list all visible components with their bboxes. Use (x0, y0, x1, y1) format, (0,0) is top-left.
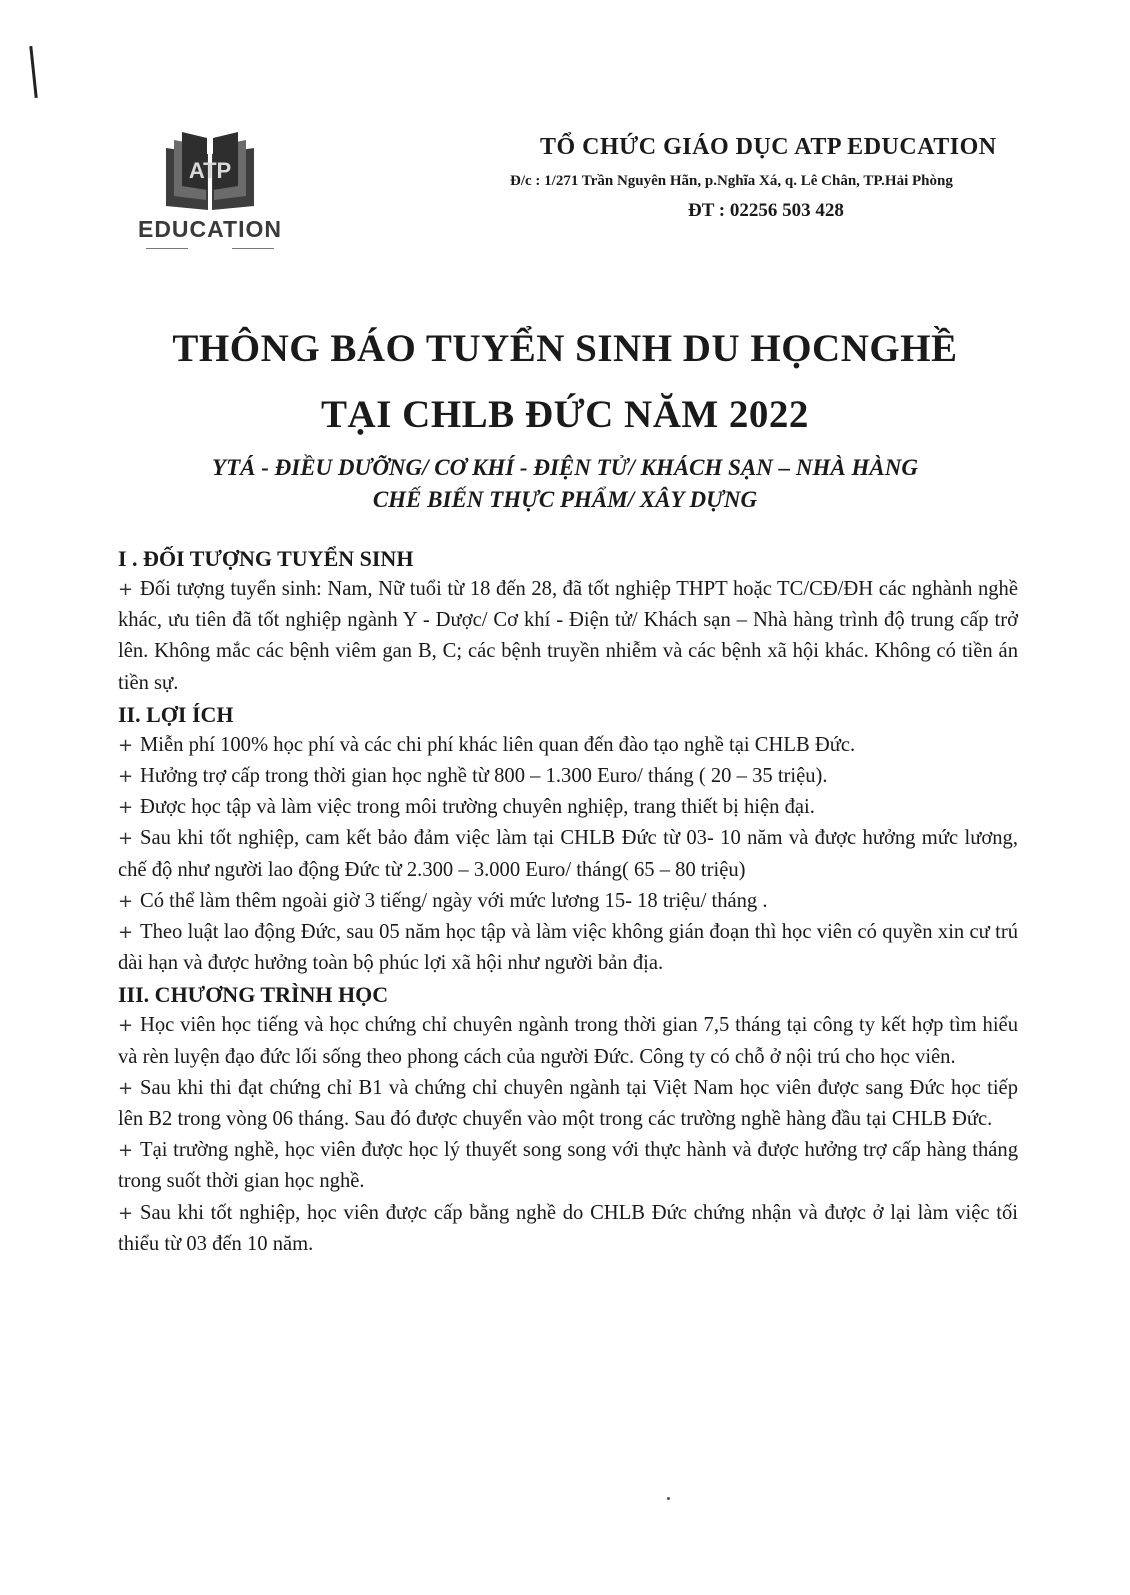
atp-education-logo (132, 130, 288, 260)
bullet-text: Hưởng trợ cấp trong thời gian học nghề từ 800 – 1.300 Euro/ tháng ( 20 – 35 triệu). (140, 765, 828, 788)
divider (232, 248, 274, 249)
bullet-text: Sau khi tốt nghiệp, cam kết bảo đảm việc làm tại CHLB Đức từ 03- 10 năm và được hưởng mức lương, chế độ như người lao động Đức từ 2.300 – 3.000 Euro/ tháng( 65 – 80 triệu) (118, 827, 1018, 881)
plus-bullet-icon: + (118, 579, 134, 600)
bullet-item (118, 761, 1018, 792)
bullet-item (118, 730, 1018, 761)
plus-bullet-icon: + (118, 1077, 134, 1099)
scan-dot (667, 1497, 670, 1500)
bullet-text: Theo luật lao động Đức, sau 05 năm học tập và làm việc không gián đoạn thì học viên có quyền xin cư trú dài hạn và được hưởng toàn bộ phúc lợi xã hội như người bản địa. (118, 921, 1018, 975)
document-body (118, 543, 1018, 1260)
open-book-icon (160, 130, 260, 212)
bullet-item (118, 823, 1018, 885)
bullet-text: Tại trường nghề, học viên được học lý thuyết song song với thực hành và được hưởng trợ cấp hàng tháng trong suốt thời gian học nghề. (118, 1139, 1018, 1193)
bullet-item (118, 574, 1018, 699)
bullet-text: Có thể làm thêm ngoài giờ 3 tiếng/ ngày với mức lương 15- 18 triệu/ tháng . (140, 889, 768, 912)
bullet-text: Được học tập và làm việc trong môi trường chuyên nghiệp, trang thiết bị hiện đại. (140, 796, 815, 819)
bullet-item (118, 792, 1018, 823)
plus-bullet-icon: + (118, 1140, 134, 1162)
organization-address: Đ/c : 1/271 Trần Nguyên Hãn, p.Nghĩa Xá, q. Lê Chân, TP.Hải Phòng (510, 173, 953, 189)
organization-name: TỔ CHỨC GIÁO DỤC ATP EDUCATION (540, 134, 997, 160)
plus-bullet-icon: + (118, 828, 134, 850)
section-heading: II. LỢI ÍCH (118, 701, 234, 727)
bullet-item (118, 917, 1018, 979)
organization-phone: ĐT : 02256 503 428 (688, 200, 844, 221)
bullet-item (118, 1073, 1018, 1135)
bullet-text: Sau khi tốt nghiệp, học viên được cấp bằng nghề do CHLB Đức chứng nhận và được ở lại làm việc tối thiểu từ 03 đến 10 năm. (118, 1201, 1018, 1255)
bullet-text: Sau khi thi đạt chứng chỉ B1 và chứng chỉ chuyên ngành tại Việt Nam học viên được sang Đức học tiếp lên B2 trong vòng 06 tháng. Sau đó được chuyển vào một trong các trường nghề hàng đầu tại CHLB Đức. (118, 1076, 1018, 1131)
plus-bullet-icon: + (118, 734, 134, 756)
bullet-text: Miễn phí 100% học phí và các chi phí khác liên quan đến đào tạo nghề tại CHLB Đức. (140, 733, 856, 756)
plus-bullet-icon: + (118, 1015, 134, 1037)
plus-bullet-icon: + (118, 890, 134, 912)
plus-bullet-icon: + (118, 1202, 134, 1224)
bullet-item (118, 1010, 1018, 1072)
bullet-item (118, 1198, 1018, 1260)
bullet-item (118, 1135, 1018, 1197)
plus-bullet-icon: + (118, 797, 134, 819)
document-title-line-1: THÔNG BÁO TUYỂN SINH DU HỌCNGHỀ (172, 327, 958, 370)
bullet-text: Đối tượng tuyển sinh: Nam, Nữ tuổi từ 18 đến 28, đã tốt nghiệp THPT hoặc TC/CĐ/ĐH các nghành nghề khác, ưu tiên đã tốt nghiệp ngành Y - Dược/ Cơ khí - Điện tử/ Khách sạn – Nhà hàng trình độ trung cấp trở lên. Không mắc các bệnh viêm gan B, C; các bệnh truyền nhiễm và các bệnh xã hội khác. Không có tiền án tiền sự. (118, 578, 1018, 694)
plus-bullet-icon: + (118, 766, 134, 788)
document-subtitle-line-1: YTÁ - ĐIỀU DƯỠNG/ CƠ KHÍ - ĐIỆN TỬ/ KHÁCH SẠN – NHÀ HÀNG (212, 455, 918, 480)
bullet-text: Học viên học tiếng và học chứng chỉ chuyên ngành trong thời gian 7,5 tháng tại công ty kết hợp tìm hiểu và rèn luyện đạo đức lối sống theo phong cách của người Đức. Công ty có chỗ ở nội trú cho học viên. (118, 1014, 1018, 1068)
document-subtitle-line-2: CHẾ BIẾN THỰC PHẨM/ XÂY DỰNG (372, 487, 758, 512)
section-heading: I . ĐỐI TƯỢNG TUYỂN SINH (118, 546, 414, 571)
organization-header (510, 134, 1070, 222)
logo-text: EDUCATION (137, 216, 282, 242)
section-heading: III. CHƯƠNG TRÌNH HỌC (118, 982, 389, 1008)
document-title-line-2: TẠI CHLB ĐỨC NĂM 2022 (321, 393, 809, 436)
logo-emblem: ATP (188, 158, 232, 183)
divider (146, 248, 188, 249)
scan-mark (29, 46, 37, 98)
plus-bullet-icon: + (118, 922, 134, 944)
bullet-item (118, 886, 1018, 917)
